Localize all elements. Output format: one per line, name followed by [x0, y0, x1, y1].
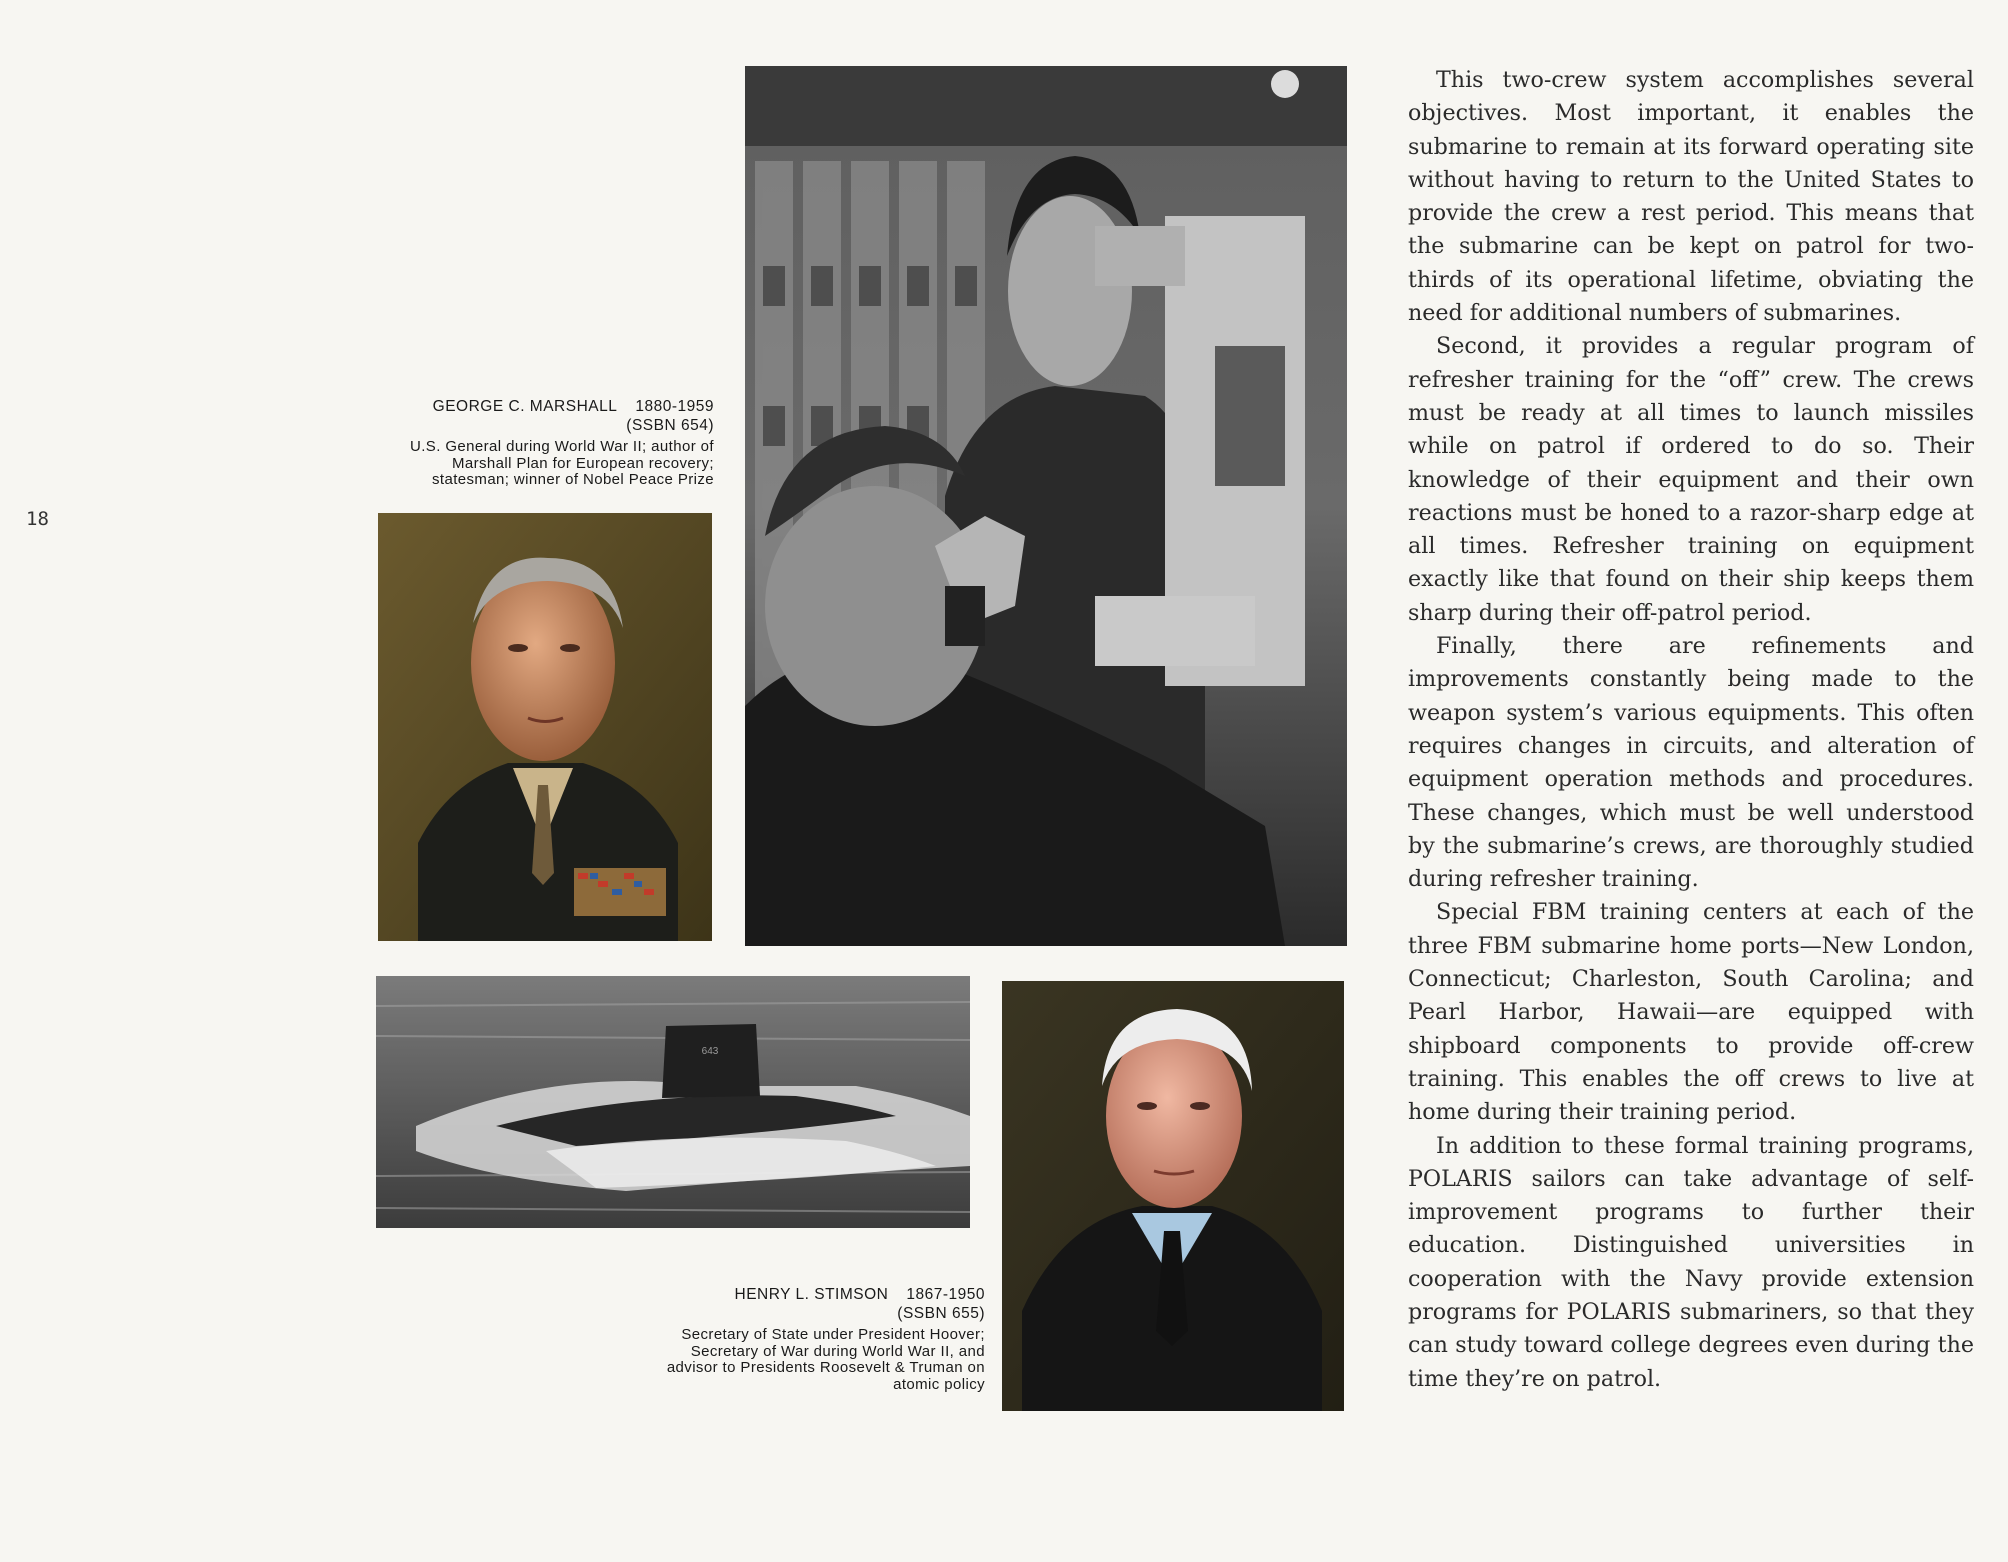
stimson-portrait	[1002, 981, 1344, 1411]
marshall-hull: (SSBN 654)	[626, 417, 714, 434]
page-number: 18	[26, 508, 49, 530]
marshall-description: U.S. General during World War II; author of Marshall Plan for European recovery; statesman; winner of Nobel Peace Prize	[410, 438, 714, 488]
paragraph-refinements: Finally, there are refinements and improvements constantly being made to the weapon system’s various equipments. This often requires changes in circuits, and alteration of equipment operation methods and procedures. These changes, which must be well understood by the submarine’s crews, are thoroughly studied during refresher training.	[1408, 633, 1974, 893]
stimson-years: 1867-1950	[906, 1286, 985, 1303]
stimson-caption	[660, 1286, 985, 1393]
paragraph-training-centers: Special FBM training centers at each of the three FBM submarine home ports—New London, Connecticut; Charleston, South Carolina; and Pearl Harbor, Hawaii—are equipped with shipboard components to provide off-crew training. This enables the off crews to live at home during their training period.	[1408, 899, 1974, 1126]
stimson-hull: (SSBN 655)	[897, 1305, 985, 1322]
marshall-years: 1880-1959	[635, 398, 714, 415]
stimson-name-line	[660, 1286, 985, 1304]
marshall-portrait	[378, 513, 712, 941]
marshall-name-line	[380, 398, 714, 416]
marshall-caption	[380, 398, 714, 489]
stimson-name: HENRY L. STIMSON	[734, 1286, 889, 1303]
stimson-description: Secretary of State under President Hoover; Secretary of War during World War II, and advisor to Presidents Roosevelt & Truman on atomic policy	[666, 1326, 985, 1393]
paragraph-self-improvement: In addition to these formal training programs, POLARIS sailors can take advantage of self-improvement programs to further their education. Distinguished universities in cooperation with the Navy provide extension programs for POLARIS submariners, so that they can study toward college degrees even during the time they’re on patrol.	[1408, 1132, 1974, 1392]
paragraph-refresher-training: Second, it provides a regular program of refresher training for the “off” crew. The crews must be ready at all times to launch missiles while on patrol if ordered to do so. Their knowledge of their equipment and their own reactions must be honed to a razor-sharp edge at all times. Refresher training on equipment exactly like that found on their ship keeps them sharp during their off-patrol period.	[1408, 333, 1974, 626]
body-text	[1408, 64, 1974, 1396]
crew-training-photo	[745, 66, 1347, 946]
submarine-photo	[376, 976, 970, 1228]
paragraph-two-crew-system: This two-crew system accomplishes several objectives. Most important, it enables the submarine to remain at its forward operating site without having to return to the United States to provide the crew a rest period. This means that the submarine can be kept on patrol for two-thirds of its operational lifetime, obviating the need for additional numbers of submarines.	[1408, 67, 1974, 327]
sub-hull-number: 643	[701, 1046, 719, 1057]
marshall-name: GEORGE C. MARSHALL	[432, 398, 618, 415]
